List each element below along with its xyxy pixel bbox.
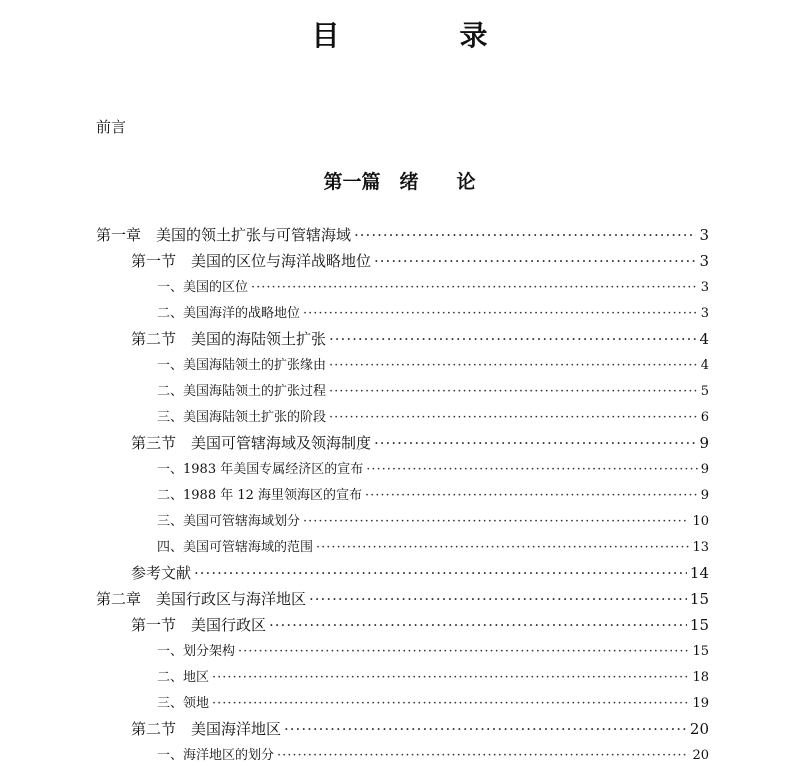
dot-leader xyxy=(374,434,696,452)
toc-entry-label: 一、美国海陆领土的扩张缘由 xyxy=(157,358,327,373)
toc-entry-label: 二、美国海陆领土的扩张过程 xyxy=(157,384,327,399)
dot-leader xyxy=(212,670,689,685)
toc-entry[interactable] xyxy=(131,432,709,453)
toc-entry[interactable] xyxy=(157,276,709,295)
toc-entry-page-number: 9 xyxy=(699,434,709,452)
toc-entry[interactable] xyxy=(131,562,709,583)
toc-entry[interactable] xyxy=(157,536,709,555)
dot-leader xyxy=(303,514,689,529)
toc-entry-page-number: 3 xyxy=(699,252,709,270)
dot-leader xyxy=(212,696,689,711)
dot-leader xyxy=(374,252,696,270)
dot-leader xyxy=(354,226,696,244)
toc-entry-label: 三、领地 xyxy=(157,696,210,711)
dot-leader xyxy=(303,306,698,321)
toc-entry-label: 一、海洋地区的划分 xyxy=(157,748,275,763)
toc-entry[interactable] xyxy=(157,406,709,425)
toc-entry-label: 参考文献 xyxy=(131,564,192,582)
toc-entry-label: 二、美国海洋的战略地位 xyxy=(157,306,301,321)
toc-entry[interactable] xyxy=(157,640,709,659)
toc-entry-label: 二、地区 xyxy=(157,670,210,685)
toc-entry-label: 第二节 美国海洋地区 xyxy=(131,720,282,738)
dot-leader xyxy=(309,590,687,608)
toc-entry-page-number: 3 xyxy=(699,226,709,244)
toc-entry-label: 三、美国海陆领土扩张的阶段 xyxy=(157,410,327,425)
toc-entry-page-number: 20 xyxy=(689,720,709,738)
toc-entry-label: 第一节 美国行政区 xyxy=(131,616,267,634)
toc-entry-page-number: 15 xyxy=(692,644,709,659)
dot-leader xyxy=(277,748,689,763)
dot-leader xyxy=(316,540,689,555)
toc-entry[interactable] xyxy=(157,458,709,477)
toc-entry[interactable] xyxy=(157,302,709,321)
toc-entry-label: 第一章 美国的领土扩张与可管辖海域 xyxy=(96,226,352,244)
toc-entry-page-number: 19 xyxy=(692,696,709,711)
toc-entry-page-number: 14 xyxy=(689,564,709,582)
toc-entry[interactable] xyxy=(157,744,709,763)
dot-leader xyxy=(365,488,698,503)
toc-entry[interactable] xyxy=(157,666,709,685)
dot-leader xyxy=(284,720,687,738)
toc-entry-label: 二、1988 年 12 海里领海区的宣布 xyxy=(157,488,363,503)
toc-entry-page-number: 13 xyxy=(692,540,709,555)
dot-leader xyxy=(194,564,687,582)
dot-leader xyxy=(238,644,689,659)
toc-entry-label: 第二节 美国的海陆领土扩张 xyxy=(131,330,327,348)
toc-entry-page-number: 6 xyxy=(700,410,709,425)
toc-entry-label: 三、美国可管辖海域划分 xyxy=(157,514,301,529)
toc-entry-page-number: 18 xyxy=(692,670,709,685)
toc-entry-label: 第一节 美国的区位与海洋战略地位 xyxy=(131,252,372,270)
dot-leader xyxy=(329,410,698,425)
toc-title: 目 录 xyxy=(311,19,534,52)
toc-entry-page-number: 5 xyxy=(700,384,709,399)
toc-entry-page-number: 10 xyxy=(692,514,709,529)
toc-entry-page-number: 9 xyxy=(700,488,709,503)
toc-entry[interactable] xyxy=(96,588,709,609)
toc-entry-page-number: 4 xyxy=(699,330,709,348)
dot-leader xyxy=(329,358,698,373)
toc-entry-page-number: 3 xyxy=(700,306,709,321)
dot-leader xyxy=(251,280,698,295)
toc-entry-page-number: 15 xyxy=(689,590,709,608)
toc-entry[interactable] xyxy=(131,328,709,349)
toc-entry[interactable] xyxy=(131,250,709,271)
toc-entry[interactable] xyxy=(157,354,709,373)
toc-entry[interactable] xyxy=(157,692,709,711)
dot-leader xyxy=(329,330,696,348)
toc-entry[interactable] xyxy=(157,484,709,503)
toc-entry-label: 四、美国可管辖海域的范围 xyxy=(157,540,314,555)
toc-entry-label: 第三节 美国可管辖海域及领海制度 xyxy=(131,434,372,452)
toc-entry-page-number: 20 xyxy=(692,748,709,763)
part-title: 第一篇 绪 论 xyxy=(323,171,476,193)
dot-leader xyxy=(329,384,698,399)
toc-entry-page-number: 4 xyxy=(700,358,709,373)
toc-entry-label: 一、1983 年美国专属经济区的宣布 xyxy=(157,462,364,477)
toc-entry-page-number: 15 xyxy=(689,616,709,634)
toc-entry-label: 一、划分架构 xyxy=(157,644,236,659)
toc-entry[interactable] xyxy=(96,224,709,245)
toc-entry-page-number: 3 xyxy=(700,280,709,295)
toc-entry-label: 一、美国的区位 xyxy=(157,280,249,295)
toc-entry[interactable] xyxy=(131,614,709,635)
toc-entry-label: 第二章 美国行政区与海洋地区 xyxy=(96,590,307,608)
toc-entry[interactable] xyxy=(131,718,709,739)
preface-entry[interactable]: 前言 xyxy=(96,118,127,136)
dot-leader xyxy=(366,462,698,477)
toc-entry-page-number: 9 xyxy=(700,462,709,477)
toc-entry[interactable] xyxy=(157,510,709,529)
dot-leader xyxy=(269,616,687,634)
toc-entry[interactable] xyxy=(157,380,709,399)
